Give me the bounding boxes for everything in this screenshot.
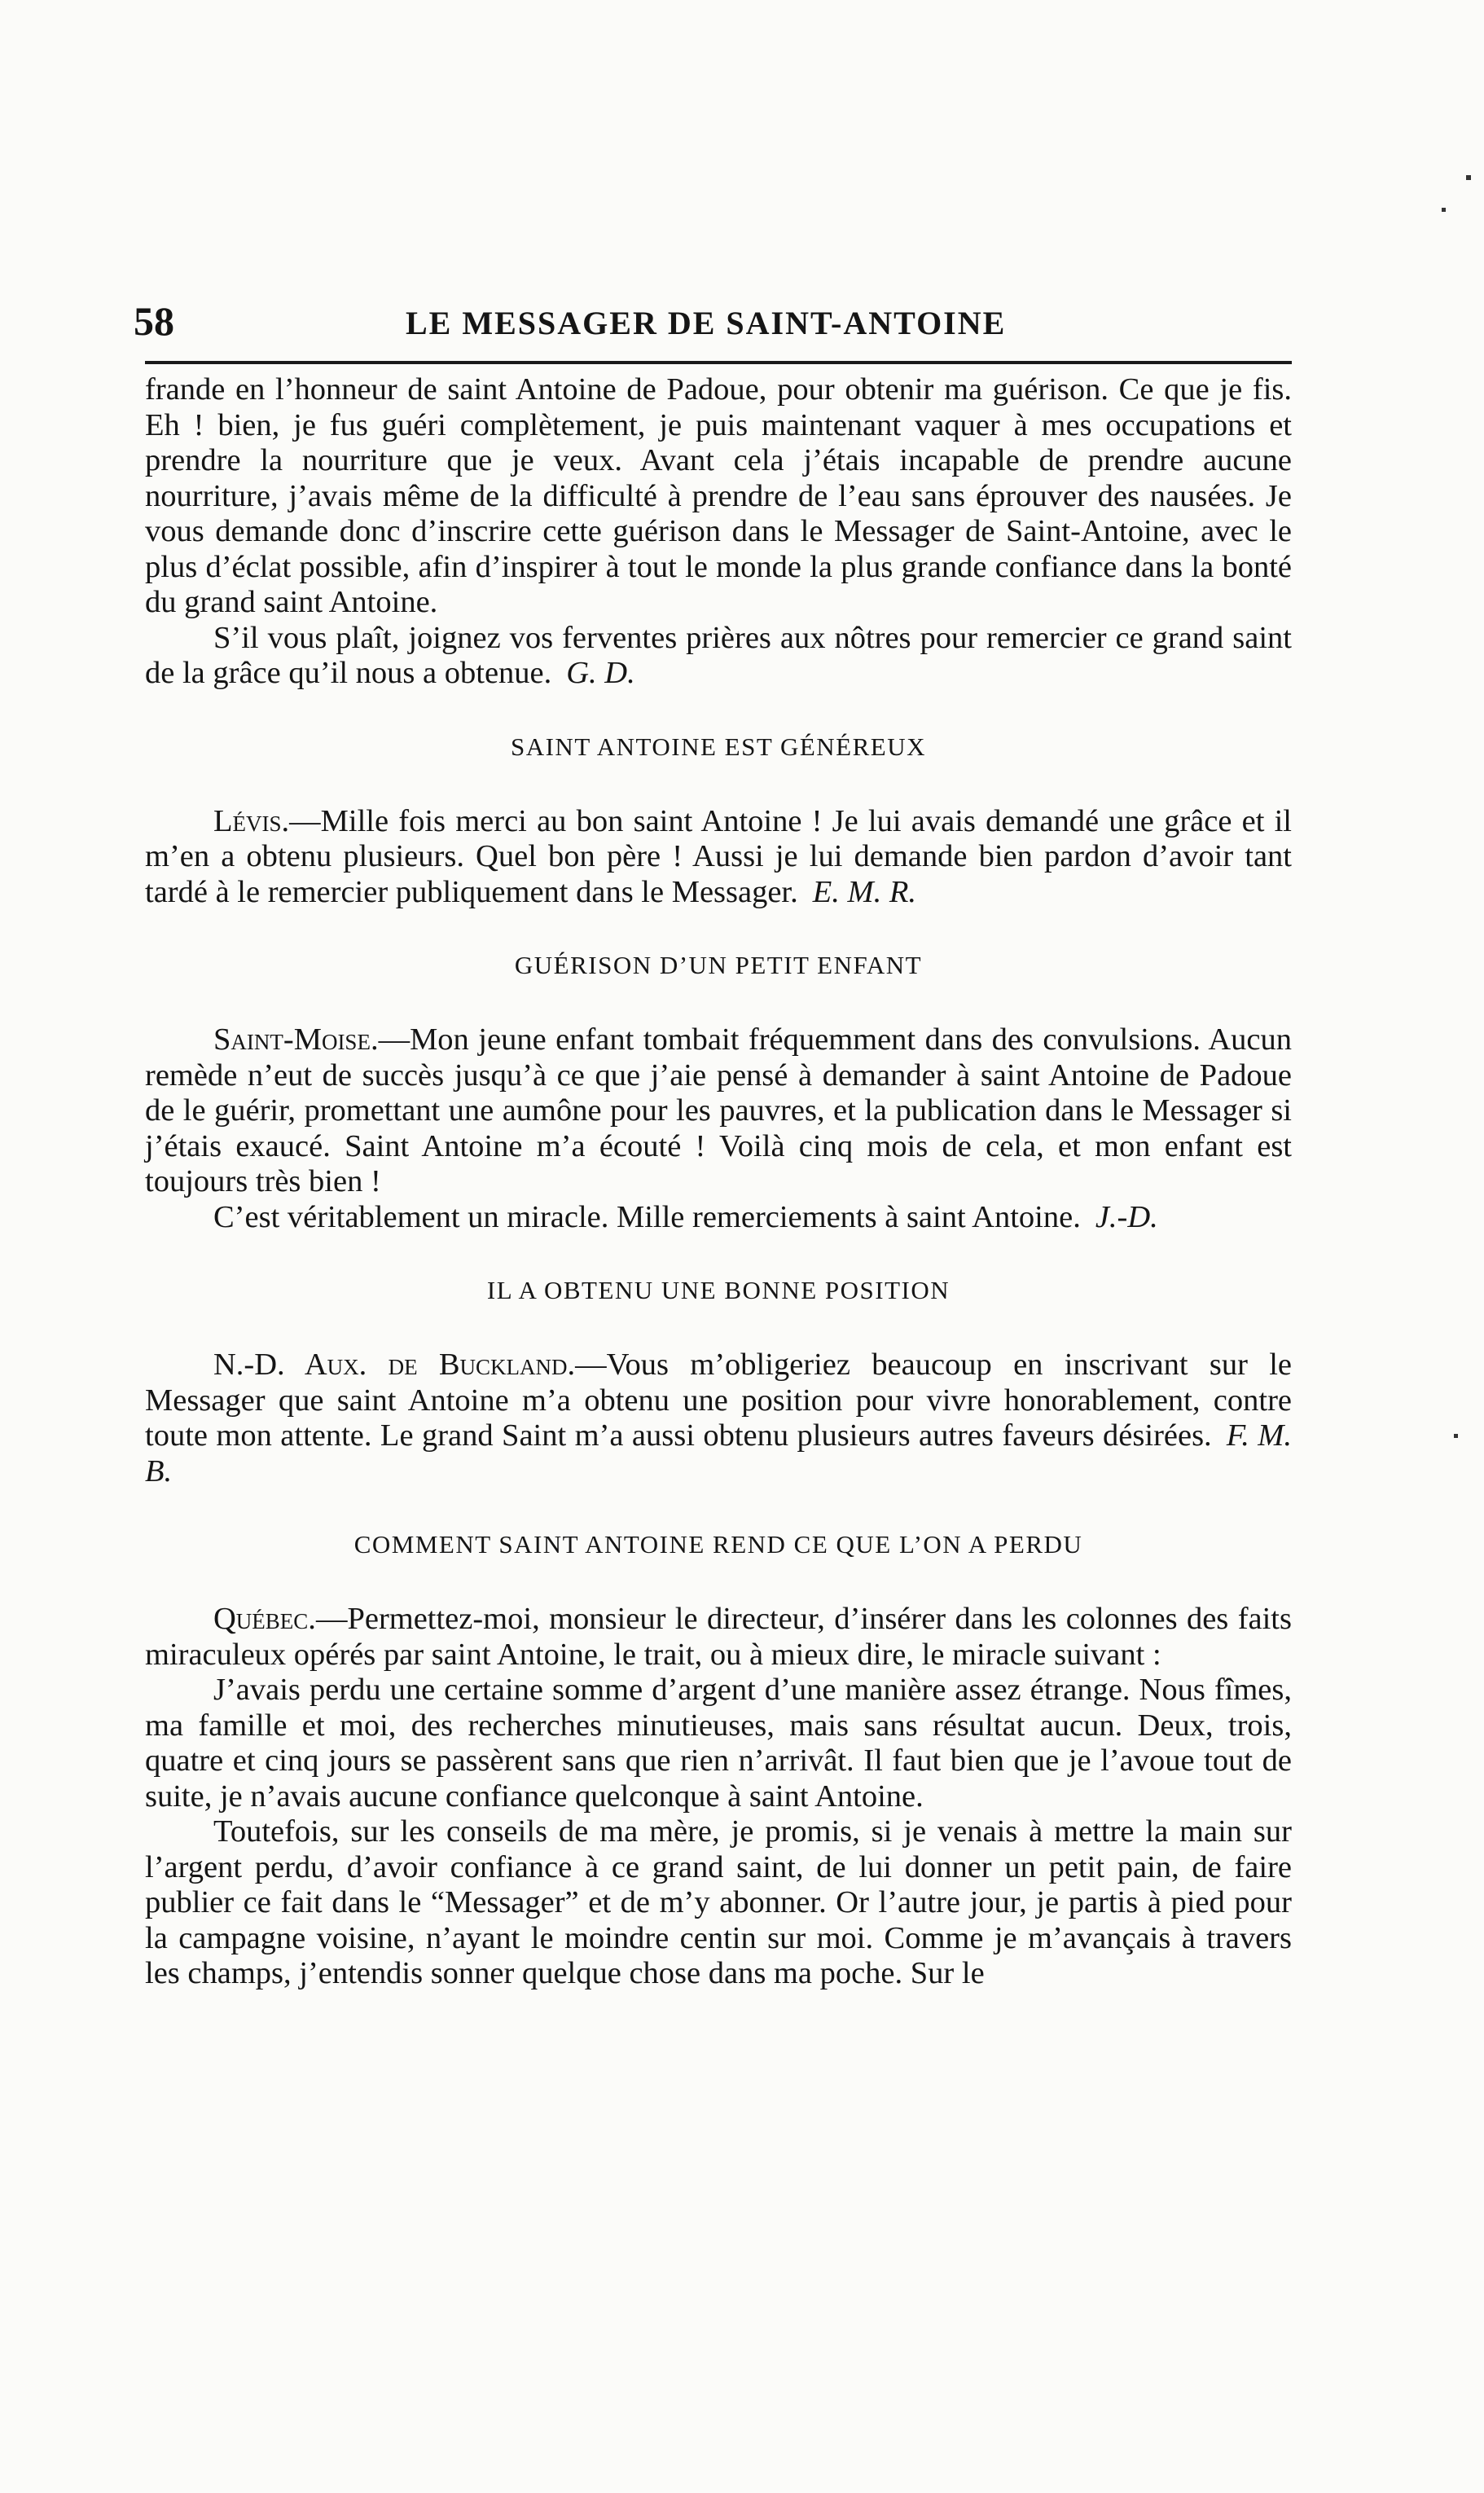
paragraph — [145, 1348, 1292, 1489]
paragraph — [145, 1200, 1292, 1236]
paragraph — [145, 621, 1292, 692]
section — [145, 731, 1292, 911]
section — [145, 949, 1292, 1235]
section — [145, 372, 1292, 692]
section-heading: GUÉRISON D’UN PETIT ENFANT — [514, 951, 923, 979]
paragraph — [145, 1673, 1292, 1814]
paragraph-text: —Permettez-moi, monsieur le directeur, d’insérer dans les colonnes des faits miraculeux opérés par saint Antoine, le trait, ou à mieux dire, le miracle suivant : — [145, 1602, 1292, 1672]
scan-speck — [1466, 175, 1471, 180]
place-name: N.-D. Aux. de Buckland. — [213, 1348, 576, 1382]
paragraph-text: frande en l’honneur de saint Antoine de Padoue, pour obtenir ma guérison. Ce que je fis. Eh ! bien, je fus guéri complètement, je puis maintenant vaquer à mes occupations et prendre la nourriture que je veux. Avant cela j’étais incapable de prendre aucune nourriture, j’avais même de la difficulté à prendre de l’eau sans éprouver des nausées. Je vous demande donc d’inscrire cette guérison dans le Messager de Saint-Antoine, avec le plus d’éclat possible, afin d’inspirer à tout le monde la plus grande confiance dans la bonté du grand saint Antoine. — [145, 372, 1292, 619]
article-body — [145, 372, 1292, 1992]
running-head — [134, 297, 1292, 354]
paragraph-text: —Vous m’obligeriez beaucoup en inscrivant sur le Messager que saint Antoine m’a obtenu une position pour vivre honorablement, contre toute mon attente. Le grand Saint m’a aussi obtenu plusieurs autres faveurs désirées. — [145, 1348, 1292, 1453]
signature-initials: E. M. R. — [812, 874, 916, 909]
scan-speck — [1442, 208, 1446, 212]
paragraph-text: J’avais perdu une certaine somme d’argent d’une manière assez étrange. Nous fîmes, ma famille et moi, des recherches minutieuses, mais sans résultat aucun. Deux, trois, quatre et cinq jours se passèrent sans que rien n’arrivât. Il faut bien que je l’avoue tout de suite, je n’avais aucune confiance quelconque à saint Antoine. — [145, 1673, 1292, 1814]
paragraph-text: —Mon jeune enfant tombait fréquemment dans des convulsions. Aucun remède n’eut de succès jusqu’à ce que j’aie pensé à demander à saint Antoine de Padoue de le guérir, promettant une aumône pour les pauvres, et la publication dans le Messager si j’étais exaucé. Saint Antoine m’a écouté ! Voilà cinq mois de cela, et mon enfant est toujours très bien ! — [145, 1022, 1292, 1198]
paragraph — [145, 804, 1292, 911]
signature-initials: F. M. B. — [145, 1418, 1292, 1488]
paragraph — [145, 372, 1292, 621]
page-number: 58 — [134, 298, 174, 344]
paragraph — [145, 1602, 1292, 1673]
running-title: LE MESSAGER DE SAINT-ANTOINE — [406, 305, 1007, 341]
section-heading: COMMENT SAINT ANTOINE REND CE QUE L’ON A PERDU — [353, 1530, 1083, 1559]
place-name: Lévis. — [213, 803, 290, 838]
page — [134, 297, 1292, 1992]
paragraph-text: S’il vous plaît, joignez vos ferventes prières aux nôtres pour remercier ce grand saint de la grâce qu’il nous a obtenue. — [145, 620, 1292, 690]
section — [145, 1528, 1292, 1992]
signature-initials: J.-D. — [1095, 1199, 1158, 1234]
section — [145, 1274, 1292, 1489]
paragraph — [145, 1814, 1292, 1992]
paragraph — [145, 1022, 1292, 1200]
signature-initials: G. D. — [566, 656, 635, 690]
header-rule — [145, 361, 1292, 364]
section-heading: SAINT ANTOINE EST GÉNÉREUX — [510, 732, 927, 761]
paragraph-text: —Mille fois merci au bon saint Antoine ! Je lui avais demandé une grâce et il m’en a obtenu plusieurs. Quel bon père ! Aussi je lui demande bien pardon d’avoir tant tardé à le remercier publiquement dans le Messager. — [145, 803, 1292, 909]
paragraph-text: Toutefois, sur les conseils de ma mère, je promis, si je venais à mettre la main sur l’argent perdu, d’avoir confiance à ce grand saint, de lui donner un petit pain, de faire publier ce fait dans le “Messager” et de m’y abonner. Or l’autre jour, je partis à pied pour la campagne voisine, n’ayant le moindre centin sur moi. Comme je m’avançais à travers les champs, j’entendis sonner quelque chose dans ma poche. Sur le — [145, 1814, 1292, 1990]
section-heading: IL A OBTENU UNE BONNE POSITION — [486, 1276, 951, 1304]
paragraph-text: C’est véritablement un miracle. Mille remerciements à saint Antoine. — [213, 1199, 1081, 1234]
scan-speck — [1454, 1434, 1458, 1438]
place-name: Saint-Moise. — [213, 1022, 379, 1057]
place-name: Québec. — [213, 1602, 316, 1636]
